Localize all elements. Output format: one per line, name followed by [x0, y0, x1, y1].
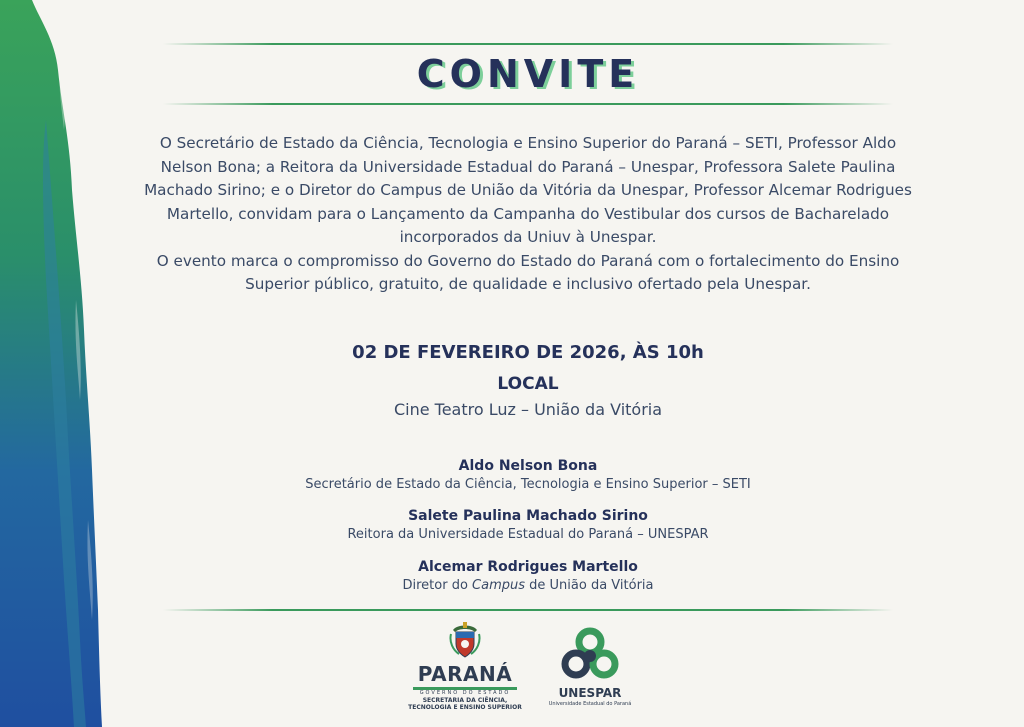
signatory-name: Alcemar Rodrigues Martello — [418, 559, 638, 575]
signatory-name: Salete Paulina Machado Sirino — [408, 508, 648, 524]
title-divider — [163, 103, 893, 105]
signatory — [140, 457, 916, 494]
parana-logo — [405, 620, 525, 720]
unespar-subtitle: Universidade Estadual do Paraná — [548, 701, 632, 707]
parana-gov: GOVERNO DO ESTADO — [419, 690, 511, 696]
signatory — [140, 558, 916, 595]
brush-stroke-decoration — [0, 0, 110, 727]
unespar-logo — [545, 620, 635, 720]
bottom-divider — [163, 609, 893, 611]
parana-coat-of-arms-icon — [445, 620, 485, 660]
event-local-label: LOCAL — [497, 374, 559, 394]
parana-secretaria: SECRETARIA DA CIÊNCIA, TECNOLOGIA E ENSINO SUPERIOR — [408, 697, 522, 711]
event-date: 02 DE FEVEREIRO DE 2026, ÀS 10h — [352, 342, 704, 363]
signatory-role: Diretor do Campus de União da Vitória — [402, 578, 654, 593]
top-divider — [163, 43, 893, 45]
invitation-text — [140, 132, 916, 297]
signatory-role: Secretário de Estado da Ciência, Tecnologia e Ensino Superior – SETI — [305, 477, 751, 492]
signatory-name: Aldo Nelson Bona — [458, 458, 598, 474]
invitation-paragraph: O evento marca o compromisso do Governo do Estado do Paraná com o fortalecimento do Ensino Superior público, gratuito, de qualidade e inclusivo ofertado pela Unespar. — [156, 251, 900, 293]
signatory-role: Reitora da Universidade Estadual do Paraná – UNESPAR — [347, 527, 709, 542]
event-local-value: Cine Teatro Luz – União da Vitória — [393, 400, 663, 419]
parana-wordmark: PARANÁ — [417, 662, 513, 686]
invitation-paragraph: O Secretário de Estado da Ciência, Tecnologia e Ensino Superior do Paraná – SETI, Professor Aldo Nelson Bona; a Reitora da Universidade Estadual do Paraná – Unespar, Professora Salete Paulina Machado Sirino; e o Diretor do Campus de União da Vitória da Unespar, Professor Alcemar Rodrigues Martello, convidam para o Lançamento da Campanha do Vestibular dos cursos de Bacharelado incorporados da Uniuv à Unespar. — [144, 134, 912, 246]
unespar-wordmark: UNESPAR — [558, 686, 622, 700]
logos — [405, 620, 645, 720]
signatory — [140, 507, 916, 544]
unespar-knot-icon — [558, 624, 622, 688]
page-title: CONVITE — [416, 52, 640, 96]
